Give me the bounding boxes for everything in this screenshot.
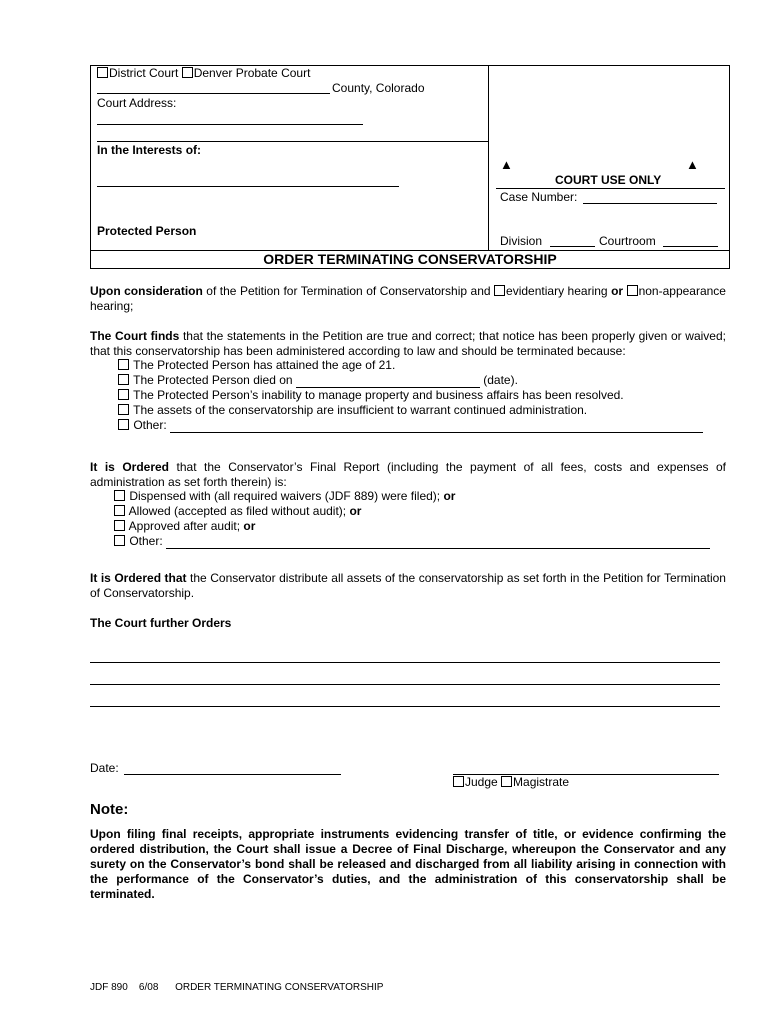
- magistrate-label: Magistrate: [513, 775, 570, 789]
- finding-died-label: The Protected Person died on: [133, 373, 293, 387]
- ordered-report-lead: It is Ordered: [90, 460, 170, 474]
- finding-age-checkbox[interactable]: [118, 359, 129, 370]
- report-approved-checkbox[interactable]: [114, 520, 125, 531]
- finding-option-age: [118, 358, 395, 373]
- court-use-only-label: COURT USE ONLY: [555, 173, 662, 187]
- triangle-right-icon: ▲: [686, 157, 699, 172]
- note-heading: Note:: [90, 801, 129, 818]
- district-court-checkbox[interactable]: [97, 67, 108, 78]
- page-title: ORDER TERMINATING CONSERVATORSHIP: [263, 251, 557, 267]
- finding-age-label: The Protected Person has attained the age of 21.: [133, 358, 396, 372]
- footer-form-title: ORDER TERMINATING CONSERVATORSHIP: [175, 982, 384, 993]
- county-label: County, Colorado: [332, 81, 425, 95]
- finding-option-other: [118, 418, 703, 433]
- protected-person-label: Protected Person: [97, 224, 197, 238]
- consideration-or: or: [611, 284, 624, 298]
- judge-magistrate-row: [453, 775, 569, 790]
- judge-checkbox[interactable]: [453, 776, 464, 787]
- courtroom-label: Courtroom: [599, 234, 656, 248]
- further-orders-label: The Court further Orders: [90, 616, 232, 630]
- ordered-distribute-text: the Conservator distribute all assets of the conservatorship as set forth in the Petition for Termination of Conservatorship.: [90, 571, 726, 600]
- findings-text: that the statements in the Petition are true and correct; that notice has been properly given or waived; that this conservatorship has been administered according to law and should be terminated because:: [90, 329, 726, 358]
- finding-other-label: Other:: [133, 418, 167, 432]
- denver-probate-label: Denver Probate Court: [193, 66, 311, 80]
- report-approved-label: Approved after audit;: [128, 519, 241, 533]
- court-address-label: Court Address:: [97, 96, 177, 110]
- footer: [90, 982, 383, 994]
- division-label: Division: [500, 234, 543, 248]
- triangle-left-icon: ▲: [500, 157, 513, 172]
- ordered-distribute-lead: It is Ordered that: [90, 571, 187, 585]
- finding-other-line[interactable]: [170, 419, 703, 433]
- finding-other-checkbox[interactable]: [118, 419, 129, 430]
- findings-lead: The Court finds: [90, 329, 180, 343]
- report-allowed-or: or: [349, 504, 362, 518]
- court-address-line[interactable]: [97, 124, 363, 125]
- finding-resolved-checkbox[interactable]: [118, 389, 129, 400]
- ordered-distribute-paragraph: [90, 571, 726, 601]
- footer-revision: 6/08: [138, 982, 159, 993]
- consideration-lead: Upon consideration: [90, 284, 203, 298]
- caption-divider-vertical: [488, 65, 489, 250]
- findings-paragraph: [90, 329, 726, 359]
- ordered-report-text: that the Conservator’s Final Report (including the payment of all fees, costs and expenses of administration as set forth therein) is:: [90, 460, 726, 489]
- report-other-label: Other:: [129, 534, 163, 548]
- protected-person-name-line[interactable]: [97, 186, 399, 187]
- death-date-line[interactable]: [296, 374, 480, 388]
- finding-insufficient-label: The assets of the conservatorship are insufficient to warrant continued administration.: [133, 403, 588, 417]
- non-appearance-label-end: appearance hearing;: [90, 284, 726, 313]
- date-label: Date:: [90, 761, 119, 775]
- report-option-dispensed: [114, 489, 455, 504]
- consideration-paragraph: [90, 284, 726, 314]
- interests-label: In the Interests of:: [97, 143, 202, 157]
- consideration-text: of the Petition for Termination of Conservatorship and: [206, 284, 491, 298]
- magistrate-checkbox[interactable]: [501, 776, 512, 787]
- finding-died-checkbox[interactable]: [118, 374, 129, 385]
- case-number-line[interactable]: [583, 203, 717, 204]
- report-dispensed-checkbox[interactable]: [114, 490, 125, 501]
- judge-label: Judge: [465, 775, 498, 789]
- report-option-allowed: [114, 504, 361, 519]
- footer-form-number: JDF 890: [90, 982, 128, 993]
- death-date-suffix: (date).: [483, 373, 518, 387]
- finding-resolved-label: The Protected Person’s inability to manage property and business affairs has been resolved.: [133, 388, 624, 402]
- caption-separator-line: [97, 141, 488, 142]
- report-option-other: [114, 534, 710, 549]
- further-orders-line-2[interactable]: [90, 684, 720, 685]
- non-appearance-label: non-: [638, 284, 663, 298]
- court-use-only-rule: [496, 188, 725, 189]
- courtroom-line[interactable]: [663, 246, 718, 247]
- finding-option-insufficient: [118, 403, 587, 418]
- non-appearance-checkbox[interactable]: [627, 285, 638, 296]
- report-dispensed-or: or: [443, 489, 456, 503]
- report-option-approved: [114, 519, 255, 534]
- district-court-label: District Court: [109, 66, 179, 80]
- report-allowed-label: Allowed (accepted as filed without audit);: [128, 504, 347, 518]
- further-orders-line-3[interactable]: [90, 706, 720, 707]
- denver-probate-checkbox[interactable]: [182, 67, 193, 78]
- date-line[interactable]: [124, 774, 341, 775]
- finding-option-resolved: [118, 388, 624, 403]
- note-text: Upon filing final receipts, appropriate instruments evidencing transfer of title, or evidence confirming the ordered distribution, the Court shall issue a Decree of Final Discharge, whereupon the Conservator and any surety on the Conservator’s bond shall be released and discharged from all liability arising in connection with the performance of the Conservator’s duties, and the administration of this conservatorship shall be terminated.: [90, 827, 726, 901]
- report-dispensed-label: Dispensed with (all required waivers (JDF 889) were filed);: [129, 489, 441, 503]
- evidentiary-hearing-checkbox[interactable]: [494, 285, 505, 296]
- report-other-line[interactable]: [166, 535, 710, 549]
- further-orders-line-1[interactable]: [90, 662, 720, 663]
- case-number-label: Case Number:: [500, 190, 578, 204]
- report-allowed-checkbox[interactable]: [114, 505, 125, 516]
- division-line[interactable]: [550, 246, 595, 247]
- evidentiary-hearing-label: evidentiary hearing: [506, 284, 608, 298]
- report-other-checkbox[interactable]: [114, 535, 125, 546]
- finding-option-died: [118, 373, 518, 388]
- court-type-row: [97, 66, 310, 81]
- finding-insufficient-checkbox[interactable]: [118, 404, 129, 415]
- report-approved-or: or: [243, 519, 256, 533]
- ordered-report-paragraph: [90, 460, 726, 490]
- county-name-line[interactable]: [97, 93, 330, 94]
